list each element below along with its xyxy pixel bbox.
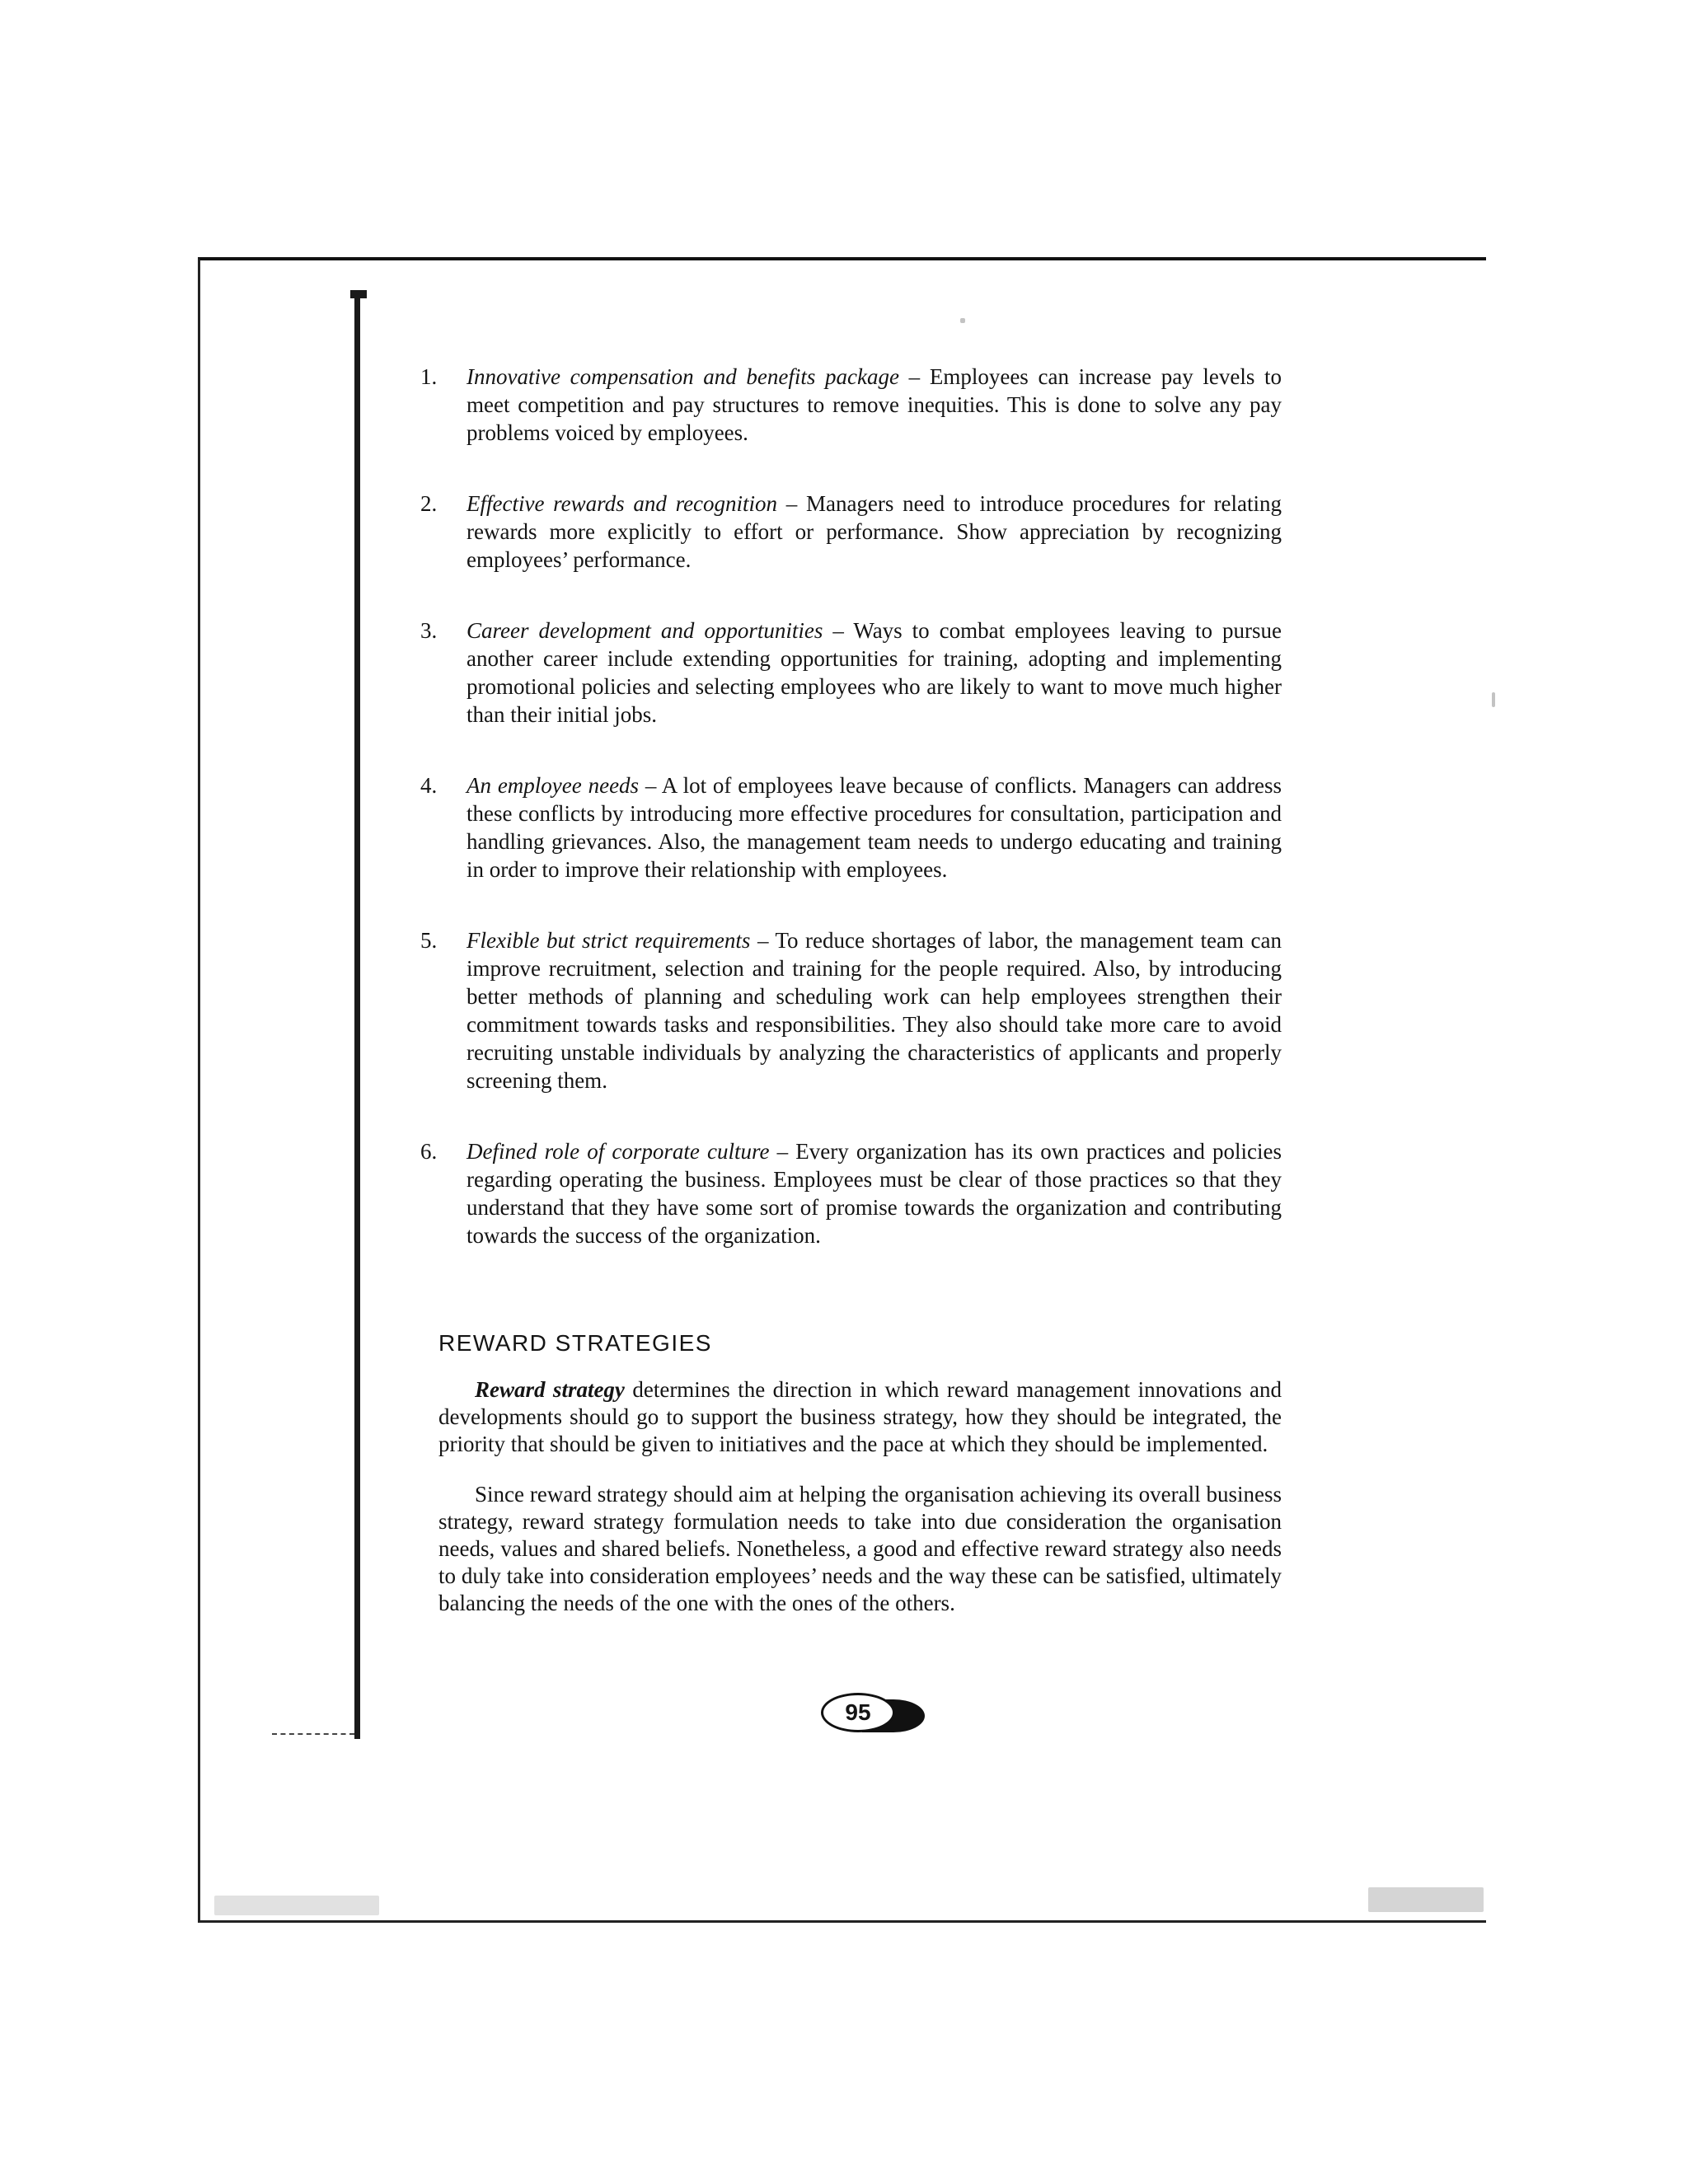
list-item <box>420 616 1282 729</box>
list-item-number: 5. <box>420 928 438 953</box>
list-item-term: Innovative compensation and benefits package <box>467 364 900 389</box>
list-item <box>420 363 1282 447</box>
paragraph-text: determines the direction in which reward management innovations and developments should go to support the business strategy, how they should be integrated, the priority that should be given to initiatives and the pace at which they should be implemented. <box>438 1377 1282 1456</box>
list-item-number: 1. <box>420 364 438 389</box>
list-item-number: 6. <box>420 1139 438 1164</box>
list-item-text: – Employees can increase pay levels to meet competition and pay structures to remove inequities. This is done to solve any pay problems voiced by employees. <box>467 364 1282 445</box>
reward-strategy-paragraph <box>438 1376 1282 1458</box>
page-number-badge <box>821 1690 953 1739</box>
list-item-term: Effective rewards and recognition <box>467 491 778 516</box>
list-item-text: – Ways to combat employees leaving to pursue another career include extending opportunities for training, adopting and implementing promotional policies and selecting employees who are likely to want to move much higher than their initial jobs. <box>467 618 1282 727</box>
reward-strategy-paragraph-2: Since reward strategy should aim at helping the organisation achieving its overall business strategy, reward strategy formulation needs to take into due consideration the organisation needs, values and shared beliefs. Nonetheless, a good and effective reward strategy also needs to duly take into consideration employees’ needs and the way these can be satisfied, ultimately balancing the needs of the one with the ones of the others. <box>438 1482 1282 1615</box>
scan-smudge <box>1368 1887 1484 1912</box>
list-item-number: 4. <box>420 773 438 798</box>
list-item-term: Defined role of corporate culture <box>467 1139 770 1164</box>
list-item <box>420 490 1282 574</box>
list-item-term: Flexible but strict requirements <box>467 928 751 953</box>
list-item <box>420 926 1282 1094</box>
list-item-text: – Every organization has its own practices and policies regarding operating the business. Employees must be clear of those practices so that they understand that they have some sort of promise towards the organization and contributing towards the success of the organization. <box>467 1139 1282 1248</box>
paragraph-lead-term: Reward strategy <box>475 1377 625 1402</box>
page-number: 95 <box>821 1693 895 1732</box>
bottom-dash <box>272 1733 354 1735</box>
list-item-term: Career development and opportunities <box>467 618 823 643</box>
scan-smudge <box>214 1896 379 1915</box>
retention-list <box>420 363 1282 1249</box>
list-item-number: 2. <box>420 491 438 516</box>
scan-speck <box>960 318 965 323</box>
list-item-text: – To reduce shortages of labor, the management team can improve recruitment, selection and training for the people required. Also, by introducing better methods of planning and scheduling work can help employees strengthen their commitment towards tasks and responsibilities. They also should take more care to avoid recruiting unstable individuals by analyzing the characteristics of applicants and properly screening them. <box>467 928 1282 1093</box>
list-item <box>420 771 1282 883</box>
list-item <box>420 1137 1282 1249</box>
page-content <box>420 363 1282 1640</box>
scan-speck <box>1492 692 1495 707</box>
list-item-term: An employee needs <box>467 773 640 798</box>
margin-rule <box>354 297 360 1739</box>
list-item-text: – Managers need to introduce procedures for relating rewards more explicitly to effort or performance. Show appreciation by recognizing employees’ performance. <box>467 491 1282 572</box>
list-item-text: – A lot of employees leave because of conflicts. Managers can address these conflicts by introducing more effective procedures for consultation, participation and handling grievances. Also, the management team needs to undergo educating and training in order to improve their relationship with employees. <box>467 773 1282 882</box>
section-heading: REWARD STRATEGIES <box>438 1330 712 1356</box>
list-item-number: 3. <box>420 618 438 643</box>
